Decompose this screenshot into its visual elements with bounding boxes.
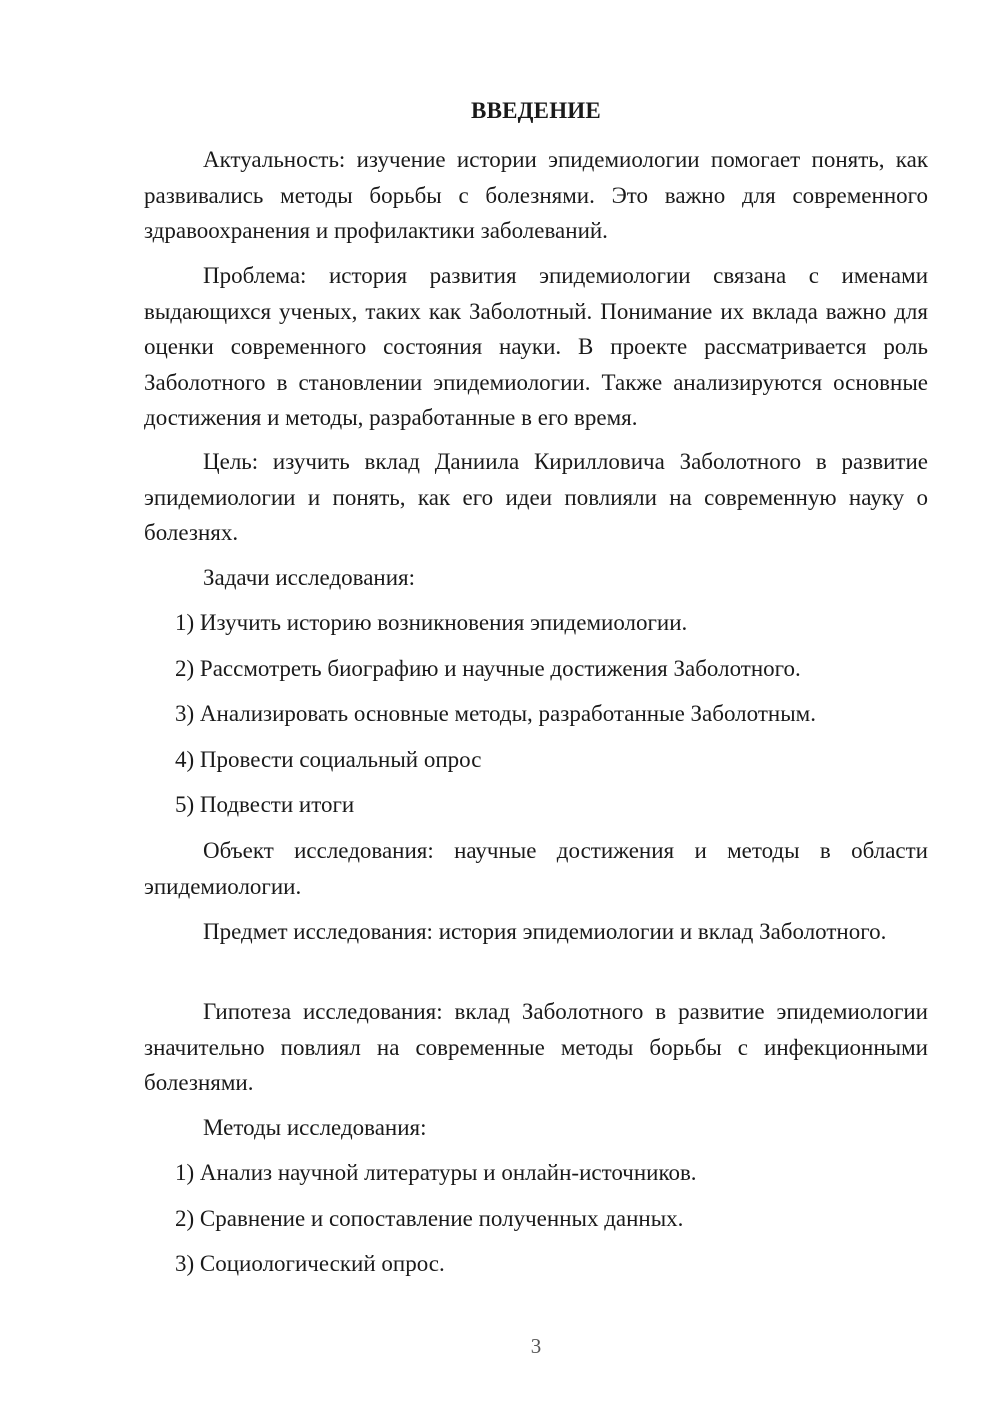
task-item-5: 5) Подвести итоги bbox=[175, 792, 355, 817]
method-item-1: 1) Анализ научной литературы и онлайн-источников. bbox=[175, 1160, 697, 1185]
paragraph-relevance: Актуальность: изучение истории эпидемиологии помогает понять, как развивались методы борьбы с болезнями. Это важно для современного здравоохранения и профилактики заболеваний. bbox=[144, 147, 928, 243]
methods-title: Методы исследования: bbox=[203, 1115, 427, 1140]
paragraph-subject: Предмет исследования: история эпидемиологии и вклад Заболотного. bbox=[203, 919, 887, 944]
paragraph-problem: Проблема: история развития эпидемиологии связана с именами выдающихся ученых, таких как Заболотный. Понимание их вклада важно для оценки современного состояния науки. В проекте рассматривается роль Заболотного в становлении эпидемиологии. Также анализируются основные достижения и методы, разработанные в его время. bbox=[144, 263, 928, 430]
tasks-title: Задачи исследования: bbox=[203, 565, 416, 590]
paragraph-object: Объект исследования: научные достижения и методы в области эпидемиологии. bbox=[144, 838, 928, 899]
section-heading: ВВЕДЕНИЕ bbox=[471, 98, 601, 123]
task-item-1: 1) Изучить историю возникновения эпидемиологии. bbox=[175, 610, 688, 635]
method-item-2: 2) Сравнение и сопоставление полученных данных. bbox=[175, 1206, 684, 1231]
method-item-3: 3) Социологический опрос. bbox=[175, 1251, 445, 1276]
task-item-4: 4) Провести социальный опрос bbox=[175, 747, 482, 772]
task-item-3: 3) Анализировать основные методы, разработанные Заболотным. bbox=[175, 701, 816, 726]
paragraph-hypothesis: Гипотеза исследования: вклад Заболотного в развитие эпидемиологии значительно повлиял на современные методы борьбы с инфекционными болезнями. bbox=[144, 999, 928, 1095]
page-number: 3 bbox=[530, 1334, 542, 1358]
paragraph-goal: Цель: изучить вклад Даниила Кирилловича Заболотного в развитие эпидемиологии и понять, как его идеи повлияли на современную науку о болезнях. bbox=[144, 449, 928, 545]
task-item-2: 2) Рассмотреть биографию и научные достижения Заболотного. bbox=[175, 656, 801, 681]
